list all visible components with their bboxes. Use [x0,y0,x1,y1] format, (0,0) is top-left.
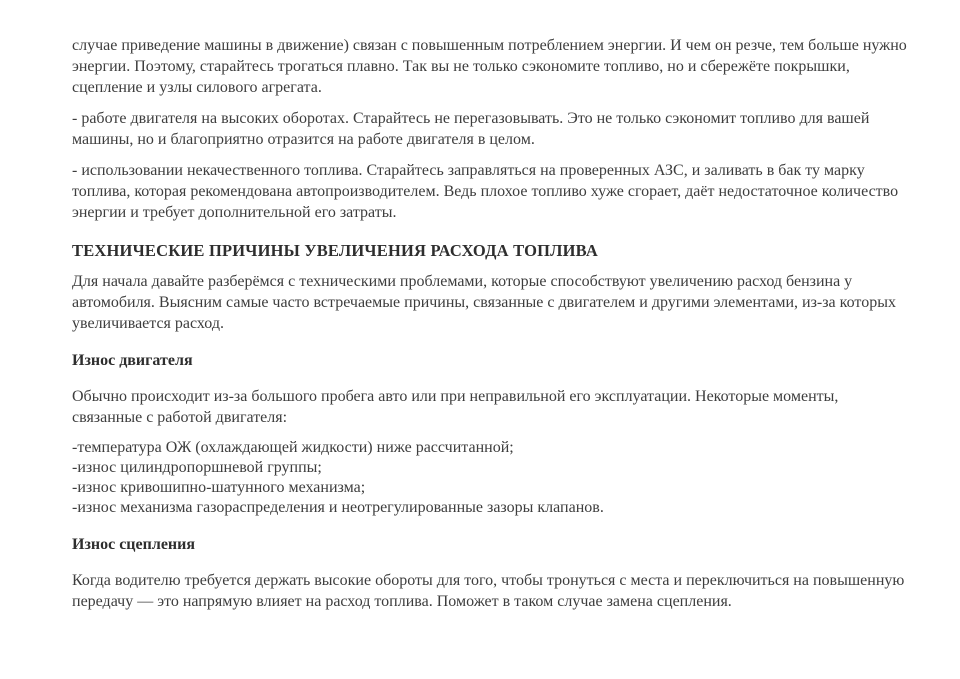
list-item-cylinder-piston-group: -износ цилиндропоршневой группы; [72,459,322,476]
list-item-valve-timing: -износ механизма газораспределения и неотрегулированные зазоры клапанов. [72,499,604,516]
engine-wear-paragraph: Обычно происходит из-за большого пробега авто или при неправильной его эксплуатации. Некоторые моменты, связанные с работой двигателя: [72,388,839,426]
clutch-wear-paragraph: Когда водителю требуется держать высокие обороты для того, чтобы тронуться с места и переключиться на повышенную передачу — это напрямую влияет на расход топлива. Поможет в таком случае замена сцепления. [72,572,905,610]
subheading-engine-wear: Износ двигателя [72,352,193,369]
section-heading-technical-causes: ТЕХНИЧЕСКИЕ ПРИЧИНЫ УВЕЛИЧЕНИЯ РАСХОДА ТОПЛИВА [72,241,598,260]
list-item-coolant-temperature: -температура ОЖ (охлаждающей жидкости) ниже рассчитанной; [72,439,514,456]
subheading-clutch-wear: Износ сцепления [72,536,196,553]
intro-paragraph-start-smoothly: случае приведение машины в движение) связан с повышенным потреблением энергии. И чем он резче, тем больше нужно энергии. Поэтому, старайтесь трогаться плавно. Так вы не только сэкономите топливо, но и сбережёте покрышки, сцепление и узлы силового агрегата. [72,37,907,96]
engine-wear-list [72,438,910,518]
article-content [72,35,910,612]
intro-paragraph-high-rpm: - работе двигателя на высоких оборотах. Старайтесь не перегазовывать. Это не только сэкономит топливо для вашей машины, но и благоприятно отразится на работе двигателя в целом. [72,110,870,148]
section-intro-paragraph: Для начала давайте разберёмся с техническими проблемами, которые способствуют увеличению расход бензина у автомобиля. Выясним самые часто встречаемые причины, связанные с двигателем и другими элементами, из-за которых увеличивается расход. [72,273,896,332]
list-item-crank-mechanism: -износ кривошипно-шатунного механизма; [72,479,366,496]
intro-paragraph-bad-fuel: - использовании некачественного топлива. Старайтесь заправляться на проверенных АЗС, и заливать в бак ту марку топлива, которая рекомендована автопроизводителем. Ведь плохое топливо хуже сгорает, даёт недостаточное количество энергии и требует дополнительной его затраты. [72,162,899,221]
